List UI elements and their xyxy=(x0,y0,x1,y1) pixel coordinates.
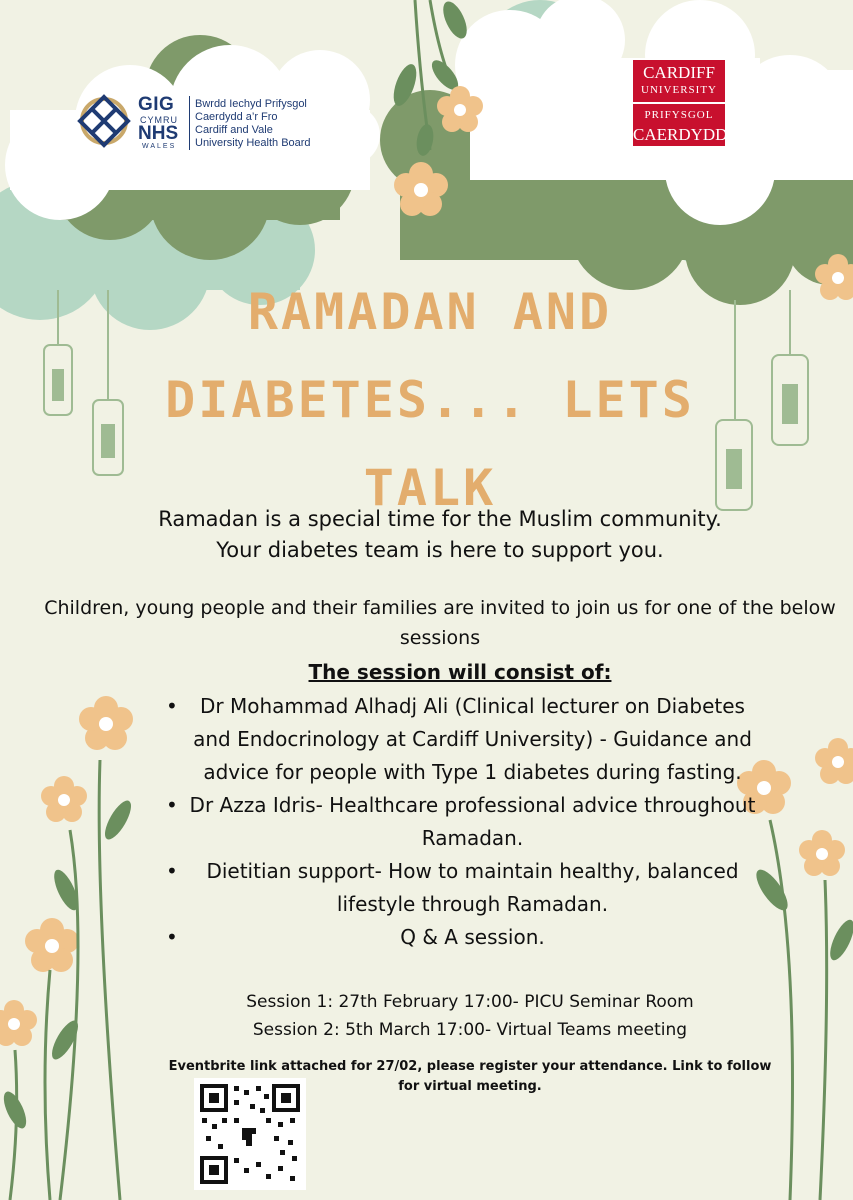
eventbrite-note: Eventbrite link attached for 27/02, please register your attendance. Link to follow for virtual meeting. xyxy=(168,1059,772,1094)
title-line-1: RAMADAN AND xyxy=(247,283,613,341)
cardiff-line-1: CARDIFF xyxy=(643,63,715,82)
list-item-text: Dr Mohammad Alhadj Ali (Clinical lecturer on Diabetes and Endocrinology at Cardiff University) - Guidance and advice for people with Type 1 diabetes during fasting. xyxy=(193,694,752,784)
session-1: Session 1: 27th February 17:00- PICU Seminar Room xyxy=(246,992,694,1012)
nhs-line-4: University Health Board xyxy=(195,137,311,149)
session-list xyxy=(160,690,760,954)
nhs-nhs-text: NHS xyxy=(138,123,179,144)
cardiff-logo-top xyxy=(633,60,725,102)
nhs-line-3: Cardiff and Vale xyxy=(195,124,273,136)
nhs-cymru-text: CYMRU xyxy=(140,115,178,125)
nhs-wales-text: WALES xyxy=(142,143,177,150)
cardiff-line-3: PRIFYSGOL xyxy=(644,109,714,121)
bullet-icon: • xyxy=(166,925,178,949)
qr-code[interactable] xyxy=(194,1078,306,1190)
session-heading: The session will consist of: xyxy=(308,660,612,684)
poster-title xyxy=(150,268,710,532)
list-item xyxy=(160,789,760,855)
cardiff-line-4: CAERDYDD xyxy=(633,125,728,144)
title-line-3: TALK xyxy=(363,459,497,517)
list-item xyxy=(160,855,760,921)
list-item-text: Dietitian support- How to maintain healthy, balanced lifestyle through Ramadan. xyxy=(206,859,739,916)
nhs-knot-icon xyxy=(74,91,134,151)
cardiff-university-logo xyxy=(597,58,760,148)
title-line-2: DIABETES... LETS xyxy=(165,371,695,429)
list-item-text: Q & A session. xyxy=(400,925,545,949)
nhs-divider xyxy=(189,96,190,150)
nhs-gig-text: GIG xyxy=(138,94,175,115)
list-item xyxy=(160,921,760,954)
bullet-icon: • xyxy=(166,859,178,883)
nhs-line-1: Bwrdd Iechyd Prifysgol xyxy=(195,98,307,110)
cardiff-line-2: UNIVERSITY xyxy=(641,84,717,96)
cardiff-logo-bottom xyxy=(633,104,728,146)
bullet-icon: • xyxy=(166,694,178,718)
nhs-logo xyxy=(74,88,324,154)
nhs-line-2: Caerdydd a’r Fro xyxy=(195,111,278,123)
bullet-icon: • xyxy=(166,793,178,817)
intro-text: Ramadan is a special time for the Muslim community. Your diabetes team is here to support you. xyxy=(158,507,722,562)
session-2: Session 2: 5th March 17:00- Virtual Teams meeting xyxy=(252,1020,688,1040)
invite-text: Children, young people and their families are invited to join us for one of the below sessions xyxy=(44,597,836,649)
session-dates xyxy=(190,988,750,1044)
nhs-board-name xyxy=(195,98,311,150)
list-item xyxy=(160,690,760,789)
list-item-text: Dr Azza Idris- Healthcare professional advice throughout Ramadan. xyxy=(189,793,756,850)
qr-code-icon xyxy=(194,1078,306,1190)
